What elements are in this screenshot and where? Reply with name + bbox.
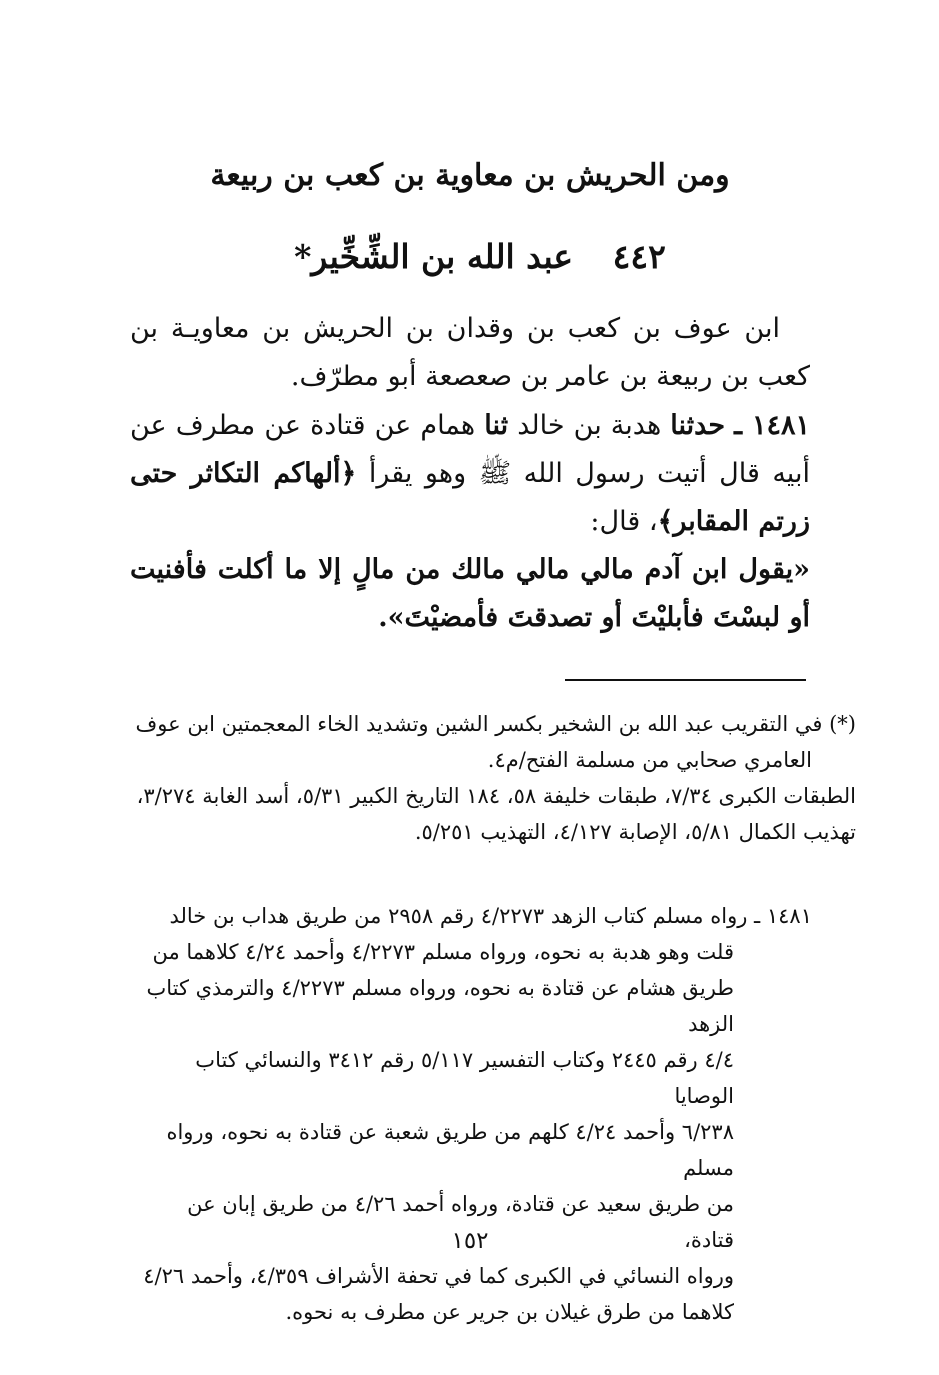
footnote-line: ١٤٨١ ـ رواه مسلم كتاب الزهد ٤/٢٢٧٣ رقم ٢٩٥٨ من طريق هداب بن خالد <box>169 904 812 928</box>
entry-name: عبد الله بن الشِّخِّير* <box>294 237 574 276</box>
entry-heading <box>280 237 680 276</box>
footnote-line: طريق هشام عن قتادة به نحوه، ورواه مسلم ٤/٢٢٧٣ والترمذي كتاب الزهد <box>146 976 734 1036</box>
footnote-line: ٦/٢٣٨ وأحمد ٤/٢٤ كلهم من طريق شعبة عن قتادة به نحوه، ورواه مسلم <box>166 1120 734 1180</box>
footnote-star-refs: الطبقات الكبرى ٧/٣٤، طبقات خليفة ٥٨، ١٨٤ التاريخ الكبير ٥/٣١، أسد الغابة ٣/٢٧٤، تهذيب الكمال ٥/٨١، الإصابة ٤/١٢٧، التهذيب ٥/٢٥١. <box>136 784 856 844</box>
isnad-chain: همام عن قتادة عن مطرف عن أبيه قال أتيت رسول الله ﷺ وهو يقرأ <box>130 410 810 489</box>
footnote-line: ورواه النسائي في الكبرى كما في تحفة الأشراف ٤/٣٥٩، وأحمد ٤/٢٦ <box>143 1264 734 1288</box>
footnote-star-marker: (*) <box>829 712 856 736</box>
lineage-paragraph: ابن عوف بن كعب بن وقدان بن الحريش بن معاويـة بن كعب بن ربيعة بن عامر بن صعصعة أبو مطرّف. <box>130 313 810 392</box>
entry-number: ٤٤٢ <box>612 237 666 276</box>
hadith-paragraph <box>130 402 810 642</box>
footnote-line: من طريق سعيد عن قتادة، ورواه أحمد ٤/٢٦ من طريق إبان عن قتادة، <box>187 1192 734 1252</box>
footnote-1481-marker: ١٤٨١ ـ <box>754 904 812 928</box>
footnote-line: ٤/٤ رقم ٢٤٤٥ وكتاب التفسير ٥/١١٧ رقم ٣٤١٢ والنسائي كتاب الوصايا <box>195 1048 734 1108</box>
section-heading: ومن الحريش بن معاوية بن كعب بن ربيعة <box>210 158 730 193</box>
footnote-line: قلت وهو هدبة به نحوه، ورواه مسلم ٤/٢٢٧٣ وأحمد ٤/٢٤ كلاهما من <box>152 940 734 964</box>
footnote-1481 <box>132 898 812 1330</box>
footnote-divider <box>565 679 806 681</box>
after-quran: ، قال: <box>590 506 658 537</box>
page-number: ١٥٢ <box>451 1228 489 1254</box>
footnote-star-text: (*) في التقريب عبد الله بن الشخير بكسر الشين وتشديد الخاء المعجمتين ابن عوف العامري صحابي من مسلمة الفتح/م٤. <box>135 712 856 772</box>
footnote-star <box>132 706 856 850</box>
quran-quote: ﴿ألهاكم التكاثر حتى زرتم المقابر﴾ <box>130 458 810 537</box>
isnad-keyword-2: ثنا <box>484 410 509 441</box>
footnote-line: كلاهما من طرق غيلان بن جرير عن مطرف به نحوه. <box>285 1300 734 1324</box>
hadith-matn: «يقول ابن آدم مالي مالي مالك من مالٍ إلا ما أكلت فأفنيت أو لبسْتَ فأبليْتَ أو تصدقتَ فأمضيْتَ». <box>130 554 810 633</box>
isnad-narrator: هدبة بن خالد <box>517 410 662 441</box>
hadith-number: ١٤٨١ ـ <box>734 410 810 441</box>
isnad-keyword: حدثنا <box>670 410 726 441</box>
